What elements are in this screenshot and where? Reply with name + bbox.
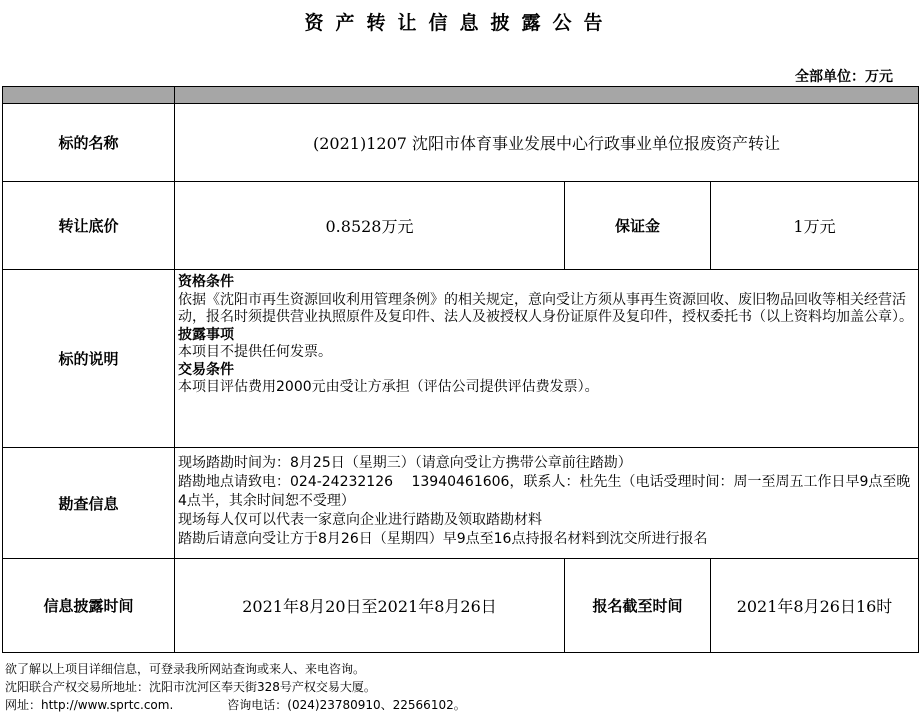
footer-line-inquiry: 欲了解以上项目详细信息，可登录我所网站查询或来人、来电咨询。 [5,662,366,676]
inspection-label: 勘查信息 [3,448,175,559]
row-time [3,559,919,653]
deposit-label: 保证金 [565,182,711,270]
footer-line-address: 沈阳联合产权交易所地址：沈阳市沈河区奉天街328号产权交易大厦。 [5,680,376,694]
price-value: 0.8528万元 [175,182,565,270]
qualification-text: 依据《沈阳市再生资源回收利用管理条例》的相关规定，意向受让方须从事再生资源回收、废旧物品回收等相关经营活动，报名时须提供营业执照原件及复印件、法人及被授权人身份证原件及复印件，授权委托书（以上资料均加盖公章）。 [178,291,913,325]
phone-text: 咨询电话：(024)23780910、22566102。 [227,698,466,712]
inspection-line: 踏勘地点请致电：024-24232126 13940461606，联系人：杜先生（电话受理时间：周一至周五工作日早9点至晚4点半，其余时间恕不受理） [178,474,911,509]
trade-text: 本项目评估费用2000元由受让方承担（评估公司提供评估费发票）。 [178,379,599,395]
row-inspection [3,448,919,559]
disclosure-time-label: 信息披露时间 [3,559,175,653]
inspection-line: 现场踏勘时间为：8月25日（星期三）（请意向受让方携带公章前往踏勘） [178,455,632,471]
deadline-label: 报名截至时间 [565,559,711,653]
website-text: 网址：http://www.sprtc.com. [5,698,174,712]
table-header-bar [3,87,919,104]
qualification-title: 资格条件 [178,274,234,290]
disclosure-table [2,86,919,653]
footer-notes [5,660,466,714]
deadline-value: 2021年8月26日16时 [711,559,919,653]
footer-line-contact [5,696,466,714]
inspection-content [175,448,919,559]
row-asset-name [3,104,919,182]
row-price [3,182,919,270]
unit-note: 全部单位：万元 [795,69,893,85]
price-label: 转让底价 [3,182,175,270]
description-content [175,270,919,448]
deposit-value: 1万元 [711,182,919,270]
description-label: 标的说明 [3,270,175,448]
page-title: 资产转让信息披露公告 [304,12,615,34]
header-cell [3,87,175,104]
trade-title: 交易条件 [178,361,234,378]
disclosure-time-value: 2021年8月20日至2021年8月26日 [175,559,565,653]
disclosure-title: 披露事项 [178,326,234,343]
asset-name-label: 标的名称 [3,104,175,182]
inspection-line: 现场每人仅可以代表一家意向企业进行踏勘及领取踏勘材料 [178,512,542,528]
inspection-line: 踏勘后请意向受让方于8月26日（星期四）早9点至16点持报名材料到沈交所进行报名 [178,531,708,547]
asset-name-value: (2021)1207 沈阳市体育事业发展中心行政事业单位报废资产转让 [175,104,919,182]
disclosure-text: 本项目不提供任何发票。 [178,344,332,360]
header-cell [175,87,919,104]
row-description [3,270,919,448]
